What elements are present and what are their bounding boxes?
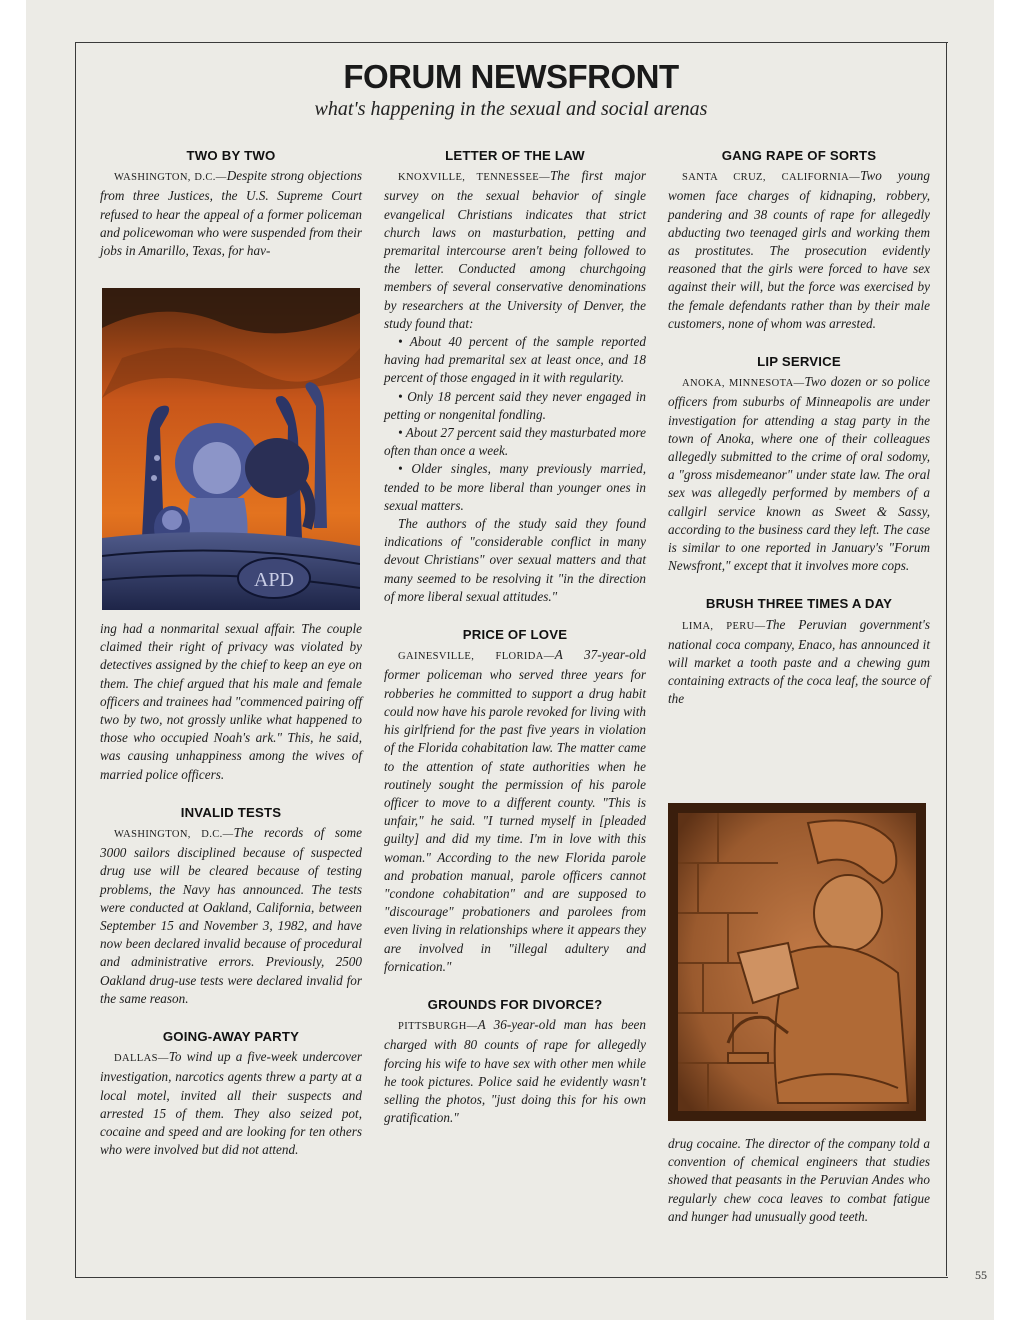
- column-3-lower: [668, 1135, 930, 1226]
- headline-two-by-two: TWO BY TWO: [186, 148, 276, 163]
- column-2: [384, 147, 646, 1127]
- ark-sign-text: APD: [253, 569, 295, 591]
- dateline: DALLAS—: [114, 1053, 169, 1065]
- page-frame-right: [946, 42, 947, 1276]
- carved-stone-image: [668, 803, 926, 1121]
- survey-bullet: • About 40 percent of the sample reported having had premarital sex at least once, and 18 percent of those engaged in it with regularity.: [384, 334, 646, 386]
- article-text: ing had a nonmarital sexual affair. The couple claimed their right of privacy was violated by detectives assigned by the chief to keep an eye on them. The chief argued that his male and female officers and trainees had "commenced pairing off two by two, not grossly unlike what happened to those who occupied Noah's ark." This, he said, was causing unhappiness among the wives of married police officers.: [100, 621, 362, 782]
- survey-bullet: • Only 18 percent said they never engaged in petting or nongenital fondling.: [384, 388, 646, 422]
- dateline: SANTA CRUZ, CALIFORNIA—: [682, 172, 861, 184]
- article-text: drug cocaine. The director of the company told a convention of chemical engineers that studies showed that peasants in the Peruvian Andes who regularly chew coca leaves to combat fatigue and hunger had unusually good teeth.: [668, 1136, 930, 1224]
- headline-brush-three-times: BRUSH THREE TIMES A DAY: [705, 596, 893, 612]
- mayan-relief-illustration: [668, 803, 926, 1121]
- dateline: ANOKA, MINNESOTA—: [682, 378, 805, 390]
- headline-price-of-love: PRICE OF LOVE: [462, 627, 568, 643]
- headline-letter-of-the-law: LETTER OF THE LAW: [445, 148, 585, 163]
- article-letter-of-the-law: [384, 167, 646, 333]
- article-grounds-for-divorce: [384, 1016, 646, 1127]
- article-brush-lead: [668, 616, 930, 709]
- dateline: KNOXVILLE, TENNESSEE—: [398, 172, 550, 184]
- headline-going-away-party: GOING-AWAY PARTY: [162, 1029, 300, 1045]
- article-gang-rape-of-sorts: [668, 167, 930, 333]
- masthead: [75, 58, 947, 121]
- dateline: PITTSBURGH—: [398, 1021, 478, 1033]
- headline-grounds-for-divorce: GROUNDS FOR DIVORCE?: [427, 996, 603, 1012]
- article-two-by-two-cont: [100, 620, 362, 784]
- article-two-by-two-lead: [100, 167, 362, 260]
- article-lip-service: [668, 373, 930, 575]
- headline-invalid-tests: INVALID TESTS: [180, 804, 282, 820]
- page-title: FORUM NEWSFRONT: [343, 58, 679, 95]
- dateline: WASHINGTON, D.C.—: [114, 829, 234, 841]
- column-3: [668, 147, 930, 709]
- survey-bullet: • Older singles, many previously married, tended to be more liberal than younger ones in sexual matters.: [384, 461, 646, 513]
- column-1-lower: [100, 620, 362, 1159]
- column-1: [100, 147, 362, 260]
- survey-closing: The authors of the study said they found indications of "considerable conflict in many devout Christians" over sexual matters and that many seemed to be resolving it "in the direction of more liberal sexual attitudes.": [384, 516, 646, 604]
- article-text: The first major survey on the sexual behavior of single evangelical Christians indicates that strict church laws on masturbation, petting and premarital intercourse aren't being followed to the letter. Conducted among churchgoing members of several conservative denominations by researchers at the University of Denver, the study found that:: [384, 168, 646, 331]
- article-text: A 37-year-old former policeman who served three years for robberies he committed to support a drug habit could now have his parole revoked for living with his girlfriend for the past five years in violation of the Florida cohabitation law. The matter came to the attention of state authorities when he routinely sought the permission of his parole officer to move to a different county. "This is unfair," he said. "I turned myself in [pleaded guilty] and did my time. I'm in love with this woman." According to the new Florida parole and probation manual, parole officers cannot "condone cohabitation" and are supposed to "discourage" probationers and parolees from even living in relationships where it appears they are involved in "illegal adultery and fornication.": [384, 647, 646, 974]
- ark-animals-image: [102, 288, 360, 610]
- article-price-of-love: [384, 646, 646, 976]
- article-invalid-tests: [100, 824, 362, 1008]
- article-text: Two young women face charges of kidnaping, robbery, pandering and 38 counts of rape for allegedly abducting two teenaged girls and working them as prostitutes. The prosecution evidently reasoned that the girls were forced to have sex against their will, but the force was exercised by the female defendants rather than by their male customers, none of whom was arrested.: [668, 168, 930, 331]
- article-brush-cont: [668, 1135, 930, 1226]
- article-text: The Peruvian government's national coca company, Enaco, has announced it will market a tooth paste and a chewing gum containing extracts of the coca leaf, the source of the: [668, 616, 930, 707]
- article-text: Two dozen or so police officers from suburbs of Minneapolis are under investigation for attending a stag party in the town of Anoka, where one of their colleagues allegedly submitted to the crime of oral sodomy, a "gross misdemeanor" under state law. The oral sex was allegedly performed by members of a callgirl service known as Sweet & Sassy, according to the business card they left. The case is similar to one reported in January's "Forum Newsfront," except that it involves more cops.: [668, 374, 930, 574]
- survey-bullet: • About 27 percent said they masturbated more often than once a week.: [384, 425, 646, 459]
- headline-gang-rape-of-sorts: GANG RAPE OF SORTS: [721, 148, 877, 163]
- article-text: Despite strong objections from three Justices, the U.S. Supreme Court refused to hear the appeal of a former policeman and policewoman who were suspended from their jobs in Amarillo, Texas, for hav-: [100, 168, 362, 259]
- article-text: A 36-year-old man has been charged with 80 counts of rape for allegedly forcing his wife to have sex with other men while he took pictures. Police said he evidently wasn't selling the photos, "just doing this for his own gratification.": [384, 1017, 646, 1126]
- dateline: GAINESVILLE, FLORIDA—: [398, 651, 555, 663]
- article-text: The records of some 3000 sailors disciplined because of suspected drug use will be cleared because of testing problems, the Navy has announced. The tests were conducted at Oakland, California, between September 15 and November 3, 1982, and have now been declared invalid because of procedural and administrative errors. Previously, 2500 Oakland drug-use tests were declared invalid for the same reason.: [100, 825, 362, 1006]
- page-number: 55: [975, 1268, 987, 1282]
- dateline: WASHINGTON, D.C.—: [114, 172, 227, 184]
- headline-lip-service: LIP SERVICE: [757, 354, 841, 370]
- noahs-ark-illustration: [102, 288, 360, 610]
- article-text: To wind up a five-week undercover investigation, narcotics agents threw a party at a local motel, invited all their suspects and arrested 15 of them. They also seized pot, cocaine and speed and are looking for ten others who were involved but did not attend.: [100, 1049, 362, 1158]
- article-going-away-party: [100, 1048, 362, 1159]
- page-subtitle: what's happening in the sexual and social arenas: [314, 98, 708, 120]
- dateline: LIMA, PERU—: [682, 620, 766, 632]
